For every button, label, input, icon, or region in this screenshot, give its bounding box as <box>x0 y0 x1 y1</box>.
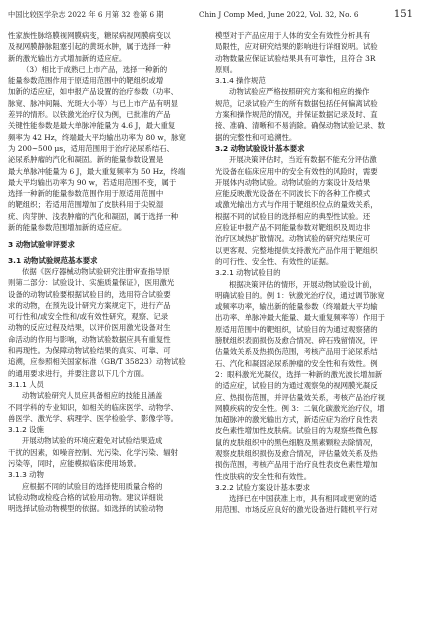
text-line: 动物的反应过程及结果，以评价医用激光设备对生 <box>8 323 171 333</box>
text-line: 网膜疾病的安全性。例 3：二氧化碳激光治疗仪，增 <box>215 403 385 413</box>
text-line: 动物试验应严格按照研究方案和相应的操作 <box>229 87 370 97</box>
page-number: 151 <box>393 9 413 20</box>
journal-title-cn: 中国比较医学杂志 2022 年 6 月第 32 卷第 6 期 <box>8 10 164 19</box>
text-line: 性皮肤病的安全性和有效性。 <box>215 471 312 481</box>
text-line: 脉宽、脉冲间隔、光斑大小等）与已上市产品有明显 <box>8 98 178 108</box>
text-line: 2：眼科激光光凝仪，选择一种新的激光波长增加新 <box>215 369 383 379</box>
minor-heading: 3.1.2 设施 <box>8 425 44 435</box>
left-column <box>8 30 206 516</box>
text-line: 模型对于产品应用于人体的安全有效性分析具有 <box>215 31 371 40</box>
text-line: 及视网膜静脉阻塞引起的黄斑水肿，属于选择一种 <box>8 42 171 52</box>
text-line: 干扰的因素，如噪音控制、光污染、化学污染、辐射 <box>8 447 178 457</box>
text-line: 的可行性、安全性、有效性的证据。 <box>215 256 334 266</box>
text-line: 接、准确、清晰和不易消除。确保动物试验记录、数 <box>215 121 385 131</box>
text-line: 依据《医疗器械动物试验研究注册审查指导原 <box>22 266 170 276</box>
text-line: 选择已在中国获准上市，具有相同或更宽的适 <box>229 494 377 504</box>
text-line: 试验动物或检疫合格的试验用动物。建议详细说 <box>8 492 164 502</box>
section-heading: 3 动物试验审评要求 <box>8 240 75 250</box>
text-line: 新的能量参数范围增加新的适应症。 <box>8 223 127 233</box>
text-line: 据的完整性和可追溯性。 <box>215 132 297 142</box>
text-line: 加新的适应症，如申报产品设置的治疗参数（功率、 <box>8 87 178 97</box>
text-line: 命活动的作用与影响，动物试验数据应具有重复性 <box>8 334 171 344</box>
text-line: 或频率功率，输出新的能量参数（终端最大平均输 <box>215 302 378 312</box>
text-line: 污染等，同时，应能模拟临床使用场景。 <box>8 458 142 468</box>
text-line: 动物试验研究人员应具备相应的技能且涵盖 <box>22 391 163 401</box>
text-line: 用范围、市场反应良好的激光设备进行随机平行对 <box>215 505 378 515</box>
text-line: 应能反映激光设备在不同波长下的各种工作模式 <box>215 189 371 199</box>
text-line: 不同学科的专业知识，如相关的临床医学、动物学、 <box>8 402 178 412</box>
text-line: 膀胱组织表面损伤及愈合情况、碎石残留情况，评 <box>215 336 378 346</box>
text-line: 关键性能参数是最大单脉冲能量为 4.6 J，最大重复 <box>8 121 176 131</box>
text-line: 和再现性。为保障动物试验结果的真实、可靠、可 <box>8 346 171 356</box>
right-column <box>215 30 413 516</box>
text-line: 求的动物，在预先设计研究方案规定下，进行产品 <box>8 300 171 310</box>
text-line: 追溯，应参照相关国家标准（GB/T 35823）动物试验 <box>8 357 186 367</box>
text-line: 频率为 42 Hz，终端最大平均输出功率为 80 w，脉宽 <box>8 132 186 142</box>
text-line: 开展决策评估时，当近有数据不能充分评估激 <box>229 155 377 165</box>
text-line: 最大单脉冲能量为 6 J，最大重复频率为 50 Hz，终端 <box>8 166 186 176</box>
text-line: 明确试验目的。例 1：钬激光治疗仪，通过调节脉宽 <box>215 290 385 300</box>
text-line: 性家族性脉络膜视网膜病变，糖尿病视网膜病变以 <box>8 31 171 40</box>
text-line: 泌尿系肿瘤的汽化和凝固。新的能量参数设置是 <box>8 155 164 165</box>
minor-heading: 3.1.3 动物 <box>8 470 44 480</box>
text-line: 加超脉冲的激光输出方式，新适应症为治疗良性表 <box>215 415 378 425</box>
text-line: 则第二部分：试验设计、实施质量保证》，医用激光 <box>8 278 175 288</box>
text-line: 出功率、单脉冲最大能量、最大重复频率等）作用于 <box>215 313 385 323</box>
text-line: 差异的情形。以铁激光治疗仪为例，已批准的产品 <box>8 110 171 120</box>
text-line: 动物数量应保证试验结果具有可靠性，且符合 3R <box>215 53 376 63</box>
text-line: 规范，记录试验产生的所有数据包括任何偏离试验 <box>215 98 378 108</box>
text-line: 鼠的皮肤组织中的黑色细胞及黑素颗粒去除情况， <box>215 437 378 447</box>
text-line: 可行性和/或安全性和/或有效性研究，观察、记录 <box>8 312 169 322</box>
text-line: 皮色素性增加性皮肤病。试验目的为观察些微色豚 <box>215 426 378 436</box>
text-line: 光设备在临床应用中的安全有效性的风险时，需要 <box>215 166 378 176</box>
text-line: 应、热损伤范围，并评估量效关系，考核产品治疗视 <box>215 392 385 402</box>
text-line: 开展动物试验的环境应避免对试验结果造成 <box>22 436 163 446</box>
text-line: 设备的动物试验要根据试验目的，选用符合试验要 <box>8 289 171 299</box>
running-header <box>8 10 413 20</box>
text-line: 应根据不同的试验目的选择使用质量合格的 <box>22 481 163 491</box>
text-line: 局限性，应对研究结果的影响进行详细说明。试验 <box>215 42 378 52</box>
text-line: 治疗区域热扩散情况。动物试验的研究结果应可 <box>215 234 371 244</box>
text-line: 的通用要求进行，并要注意以下几个方面。 <box>8 368 149 378</box>
subsection-heading: 3.1 动物试验规范基本要求 <box>8 255 98 265</box>
text-line: 开展体内动物试验。动物试验的方案设计及结果 <box>215 177 371 187</box>
minor-heading: 3.2.2 试验方案设计基本要求 <box>215 482 311 492</box>
text-line: 的适应症，试验目的为通过观察兔的视网膜光凝反 <box>215 381 378 391</box>
text-line: 选择一种新的能量参数范围作用于原适用范围中 <box>8 189 164 199</box>
text-line: 疣、肉芽肿、浅表肿瘤的汽化和凝固，属于选择一种 <box>8 211 178 221</box>
text-line: 新的激光输出方式增加新的适应症。 <box>8 53 127 63</box>
text-line: 应验证申报产品不同能量参数对靶组织及周边非 <box>215 223 371 233</box>
text-line: 石、汽化和凝固泌尿系肿瘤的安全性和有效性。例 <box>215 358 378 368</box>
text-line: 的靶组织；若适用范围增加了皮肤科用于尖锐湿 <box>8 200 164 210</box>
minor-heading: 3.1.1 人员 <box>8 379 44 389</box>
text-line: 损伤范围，考核产品用于治疗良性表皮色素性增加 <box>215 460 378 470</box>
text-line: 原适用范围中的靶组织，试验目的为通过观察猪的 <box>215 324 378 334</box>
text-line: 估量效关系及热损伤范围，考核产品用于泌尿系结 <box>215 347 378 357</box>
text-line: 或激光输出方式与作用于靶组织位点的量效关系， <box>215 200 378 210</box>
text-line: 最大平均输出功率为 90 w，若适用范围不变，属于 <box>8 177 177 187</box>
text-line: 能量参数范围作用于原适用范围中的靶组织或增 <box>8 76 164 86</box>
text-line: （3）相比于成熟已上市产品，选择一种新的 <box>22 64 168 74</box>
subsection-heading: 3.2 动物试验设计基本要求 <box>215 143 305 153</box>
text-line: 观察皮肤组织损伤及愈合情况，评估量效关系及热 <box>215 448 378 458</box>
text-line: 方案和操作规范的情况，并保证数据记录及时、直 <box>215 110 378 120</box>
text-line: 原则。 <box>215 64 238 74</box>
text-line: 根据决策评估的情形，开展动物试验设计前， <box>229 279 377 289</box>
minor-heading: 3.1.4 操作规范 <box>215 76 266 86</box>
minor-heading: 3.2.1 动物试验目的 <box>215 268 281 278</box>
text-line: 明选择试验动物模型的依据。如选择的试验动物 <box>8 504 164 514</box>
text-line: 为 200~500 μs，适用范围用于治疗泌尿系结石、 <box>8 143 174 153</box>
journal-title-en: Chin J Comp Med, June 2022, Vol. 32, No. 6 <box>198 10 359 19</box>
text-line: 兽医学、激光学、病理学、医学检验学、影像学等。 <box>8 413 178 423</box>
article-body <box>8 30 413 516</box>
text-line: 根据不同的试验目的选择相应的典型性试验。还 <box>215 211 371 221</box>
text-line: 以更客观、完整地提供支持激光产品作用于靶组织 <box>215 245 378 255</box>
